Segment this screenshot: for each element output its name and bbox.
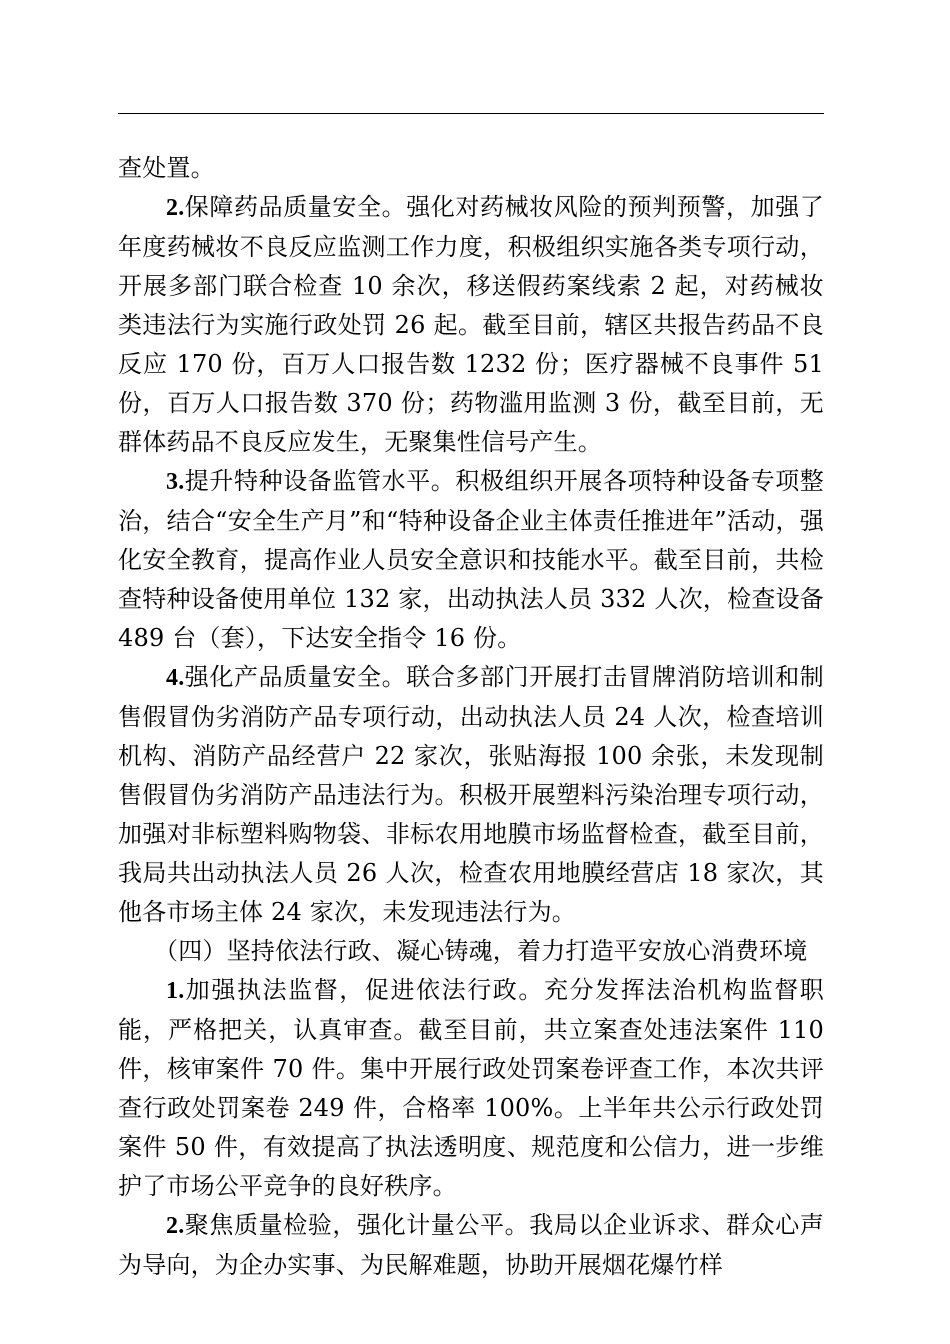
section-heading-4: （四）坚持依法行政、凝心铸魂，着力打造平安放心消费环境 [154, 937, 808, 965]
header-rule [118, 113, 824, 114]
paragraph-special-equipment: 3.提升特种设备监管水平。积极组织开展各项特种设备专项整治，结合“安全生产月”和“特种设备企业主体责任推进年”活动，强化安全教育，提高作业人员安全意识和技能水平。截至目前，共检查特种设备使用单位 132 家，出动执法人员 332 人次，检查设备 489 台（套），下达安全指令 16 份。 [118, 467, 824, 652]
paragraph-product-quality: 4.强化产品质量安全。联合多部门开展打击冒牌消防培训和制售假冒伪劣消防产品专项行动，出动执法人员 24 人次，检查培训机构、消防产品经营户 22 家次，张贴海报 100 余张，未发现制售假冒伪劣消防产品违法行为。积极开展塑料污染治理专项行动，加强对非标塑料购物袋、非标农用地膜市场监督检查，截至目前，我局共出动执法人员 26 人次，检查农用地膜经营店 18 家次，其他各市场主体 24 家次，未发现违法行为。 [118, 663, 824, 926]
document-body [118, 149, 824, 1285]
paragraph-law-enforcement: 1.加强执法监督，促进依法行政。充分发挥法治机构监督职能，严格把关，认真审查。截至目前，共立案查处违法案件 110 件，核审案件 70 件。集中开展行政处罚案卷评查工作，本次共评查行政处罚案卷 249 件，合格率 100%。上半年共公示行政处罚案件 50 件，有效提高了执法透明度、规范度和公信力，进一步维护了市场公平竞争的良好秩序。 [118, 976, 824, 1200]
paragraph-continuation: 查处置。 [118, 154, 215, 182]
paragraph-quality-inspection: 2.聚焦质量检验，强化计量公平。我局以企业诉求、群众心声为导向，为企办实事、为民解难题，协助开展烟花爆竹样 [118, 1211, 824, 1279]
paragraph-drug-safety: 2.保障药品质量安全。强化对药械妆风险的预判预警，加强了年度药械妆不良反应监测工作力度，积极组织实施各类专项行动，开展多部门联合检查 10 余次，移送假药案线索 2 起，对药械妆类违法行为实施行政处罚 26 起。截至目前，辖区共报告药品不良反应 170 份，百万人口报告数 1232 份；医疗器械不良事件 51 份，百万人口报告数 370 份；药物滥用监测 3 份，截至目前，无群体药品不良反应发生，无聚集性信号产生。 [118, 193, 824, 456]
